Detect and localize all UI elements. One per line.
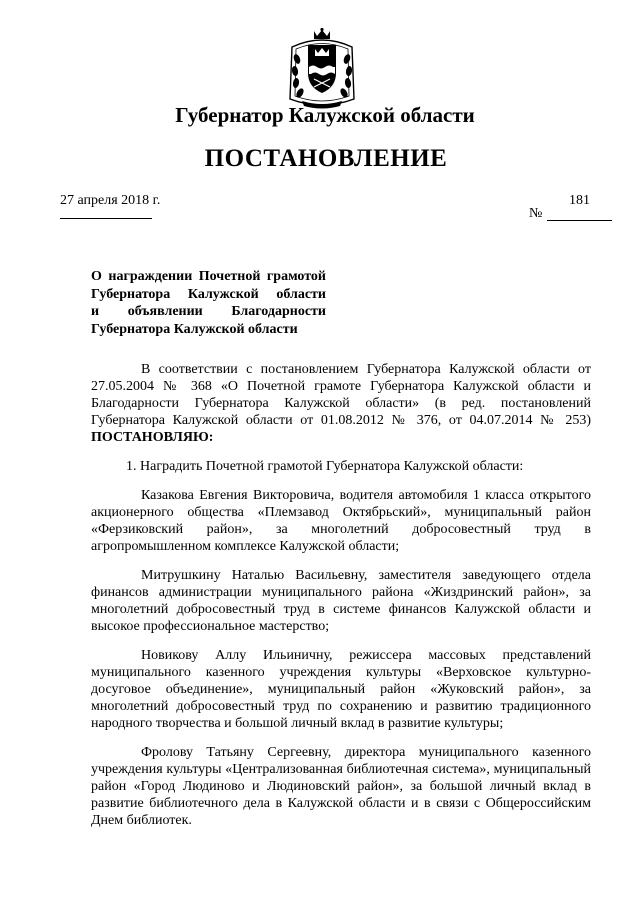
subject-line: Губернатора Калужской области: [91, 321, 298, 337]
awardee-paragraph: Новикову Аллу Ильиничну, режиссера массовых представлений муниципального казенного учреждения культуры «Верховское культурно-досуговое объединение», муниципальный район «Жуковский район», за многолетний добросовестный труд по сохранению и развитию традиционного народного творчества и большой личный вклад в развитие культуры;: [91, 648, 591, 731]
document-type: ПОСТАНОВЛЕНИЕ: [204, 145, 448, 172]
subject-line: О награждении Почетной грамотой: [91, 269, 326, 284]
awardee-paragraph: Казакова Евгения Викторовича, водителя автомобиля 1 класса открытого акционерного общества «Племзавод Октябрьский», муниципальный район «Ферзиковский район», за многолетний добросовестный труд в агропромышленном комплексе Калужской области;: [91, 488, 591, 554]
awardee-paragraph: Митрушкину Наталью Васильевну, заместителя заведующего отдела финансов администрации муниципального района «Жиздринский район», за многолетний добросовестный труд в системе финансов Калужской области и высокое профессиональное мастерство;: [91, 568, 591, 634]
preamble-text: В соответствии с постановлением Губернатора Калужской области от 27.05.2004 № 368 «О Почетной грамоте Губернатора Калужской области и Благодарности Губернатора Калужской области» (в ред. постановлений Губернатора Калужской области от 01.08.2012 № 376, от 04.07.2014 № 253): [91, 362, 591, 428]
subject-line: Губернатора Калужской области: [91, 286, 326, 302]
coat-of-arms-icon: [284, 27, 360, 109]
subject-line: и объявлении Благодарности: [91, 304, 326, 319]
number-underline: [547, 220, 612, 221]
document-date: 27 апреля 2018 г.: [60, 193, 161, 208]
document-number: 181: [569, 193, 590, 208]
number-label: №: [529, 206, 543, 221]
org-title: Губернатор Калужской области: [175, 103, 475, 127]
document-body: [91, 361, 591, 829]
decree-word: ПОСТАНОВЛЯЮ:: [91, 430, 214, 445]
document-subject: [91, 268, 326, 338]
date-underline: [60, 218, 152, 219]
item-1: 1. Наградить Почетной грамотой Губернатора Калужской области:: [126, 459, 524, 474]
preamble-block: [91, 361, 591, 446]
awardee-paragraph: Фролову Татьяну Сергеевну, директора муниципального казенного учреждения культуры «Централизованная библиотечная система», муниципальный район «Город Людиново и Людиновский район», за большой личный вклад в развитие библиотечного дела в Калужской области и в связи с Общероссийским Днем библиотек.: [91, 745, 591, 828]
